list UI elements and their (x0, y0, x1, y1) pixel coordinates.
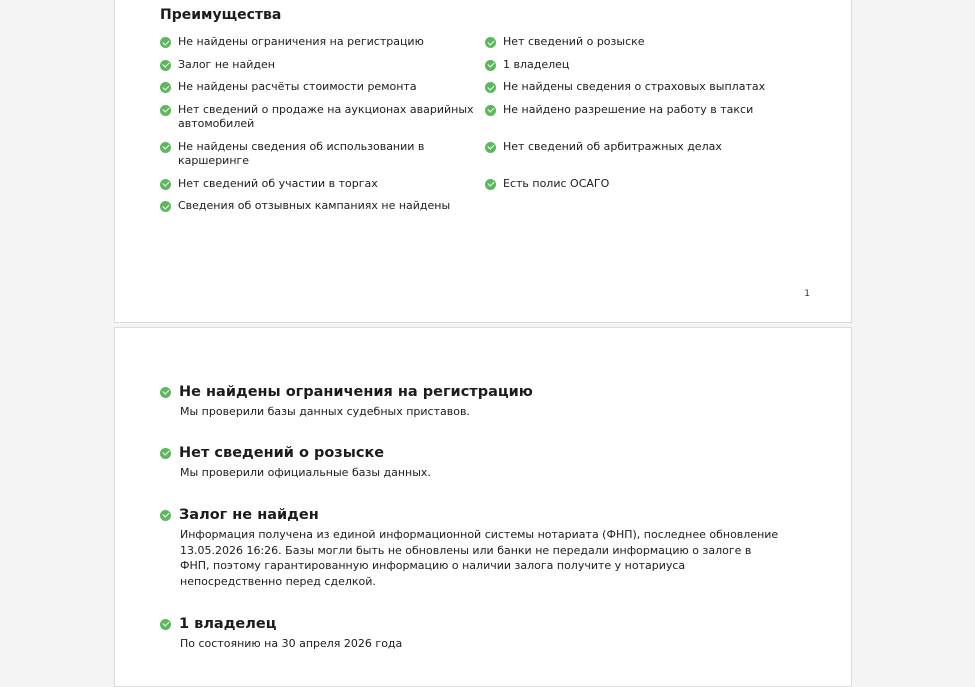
detail-title: 1 владелец (179, 616, 277, 632)
check-circle-icon (160, 510, 171, 521)
detail-header (160, 507, 780, 523)
item-label: Есть полис ОСАГО (503, 176, 610, 190)
list-item (485, 177, 780, 192)
detail-header (160, 445, 780, 461)
item-label: Нет сведений об участии в торгах (178, 176, 378, 190)
item-label: Не найдено разрешение на работу в такси (503, 102, 754, 116)
detail-section (160, 616, 780, 652)
check-circle-icon (485, 37, 496, 48)
list-item (160, 58, 485, 73)
check-circle-icon (160, 619, 171, 630)
item-label: Не найдены сведения об использовании в каршеринге (178, 139, 425, 167)
detail-text: По состоянию на 30 апреля 2026 года (180, 637, 403, 650)
detail-text: Мы проверили базы данных судебных приставов. (180, 405, 470, 418)
report-page-1 (114, 0, 852, 323)
detail-section (160, 445, 780, 481)
list-item (485, 80, 780, 95)
detail-title: Не найдены ограничения на регистрацию (179, 384, 533, 400)
detail-title: Залог не найден (179, 507, 319, 523)
detail-text: Информация получена из единой информационной системы нотариата (ФНП), последнее обновление 13.05.2026 16:26. Базы могли быть не обновлены или банки не передали информацию о залоге в ФНП, поэтому гарантированную информацию о наличии залога получите у нотариуса непосредственно перед сделкой. (180, 528, 779, 588)
page-number: 1 (804, 289, 810, 299)
check-circle-icon (160, 105, 171, 116)
check-circle-icon (160, 60, 171, 71)
item-label: Не найдены сведения о страховых выплатах (503, 80, 766, 93)
list-item (160, 103, 485, 132)
check-circle-icon (485, 105, 496, 116)
check-circle-icon (485, 179, 496, 190)
item-label: Залог не найден (178, 57, 275, 71)
list-item (485, 140, 780, 169)
list-item (485, 35, 780, 50)
check-circle-icon (485, 142, 496, 153)
detail-header (160, 616, 780, 632)
report-page-2 (114, 327, 852, 687)
item-label: Не найдены расчёты стоимости ремонта (178, 80, 417, 93)
check-circle-icon (485, 82, 496, 93)
check-circle-icon (160, 37, 171, 48)
check-circle-icon (485, 60, 496, 71)
list-item (160, 177, 485, 192)
check-circle-icon (160, 387, 171, 398)
list-item (160, 35, 485, 50)
check-circle-icon (160, 82, 171, 93)
list-item (160, 140, 485, 169)
detail-section (160, 507, 780, 589)
check-circle-icon (160, 201, 171, 212)
detail-title: Нет сведений о розыске (179, 445, 385, 461)
item-label: Нет сведений об арбитражных делах (503, 139, 722, 153)
detail-text: Мы проверили официальные базы данных. (180, 466, 431, 479)
list-item (160, 199, 485, 214)
item-label: Нет сведений о розыске (503, 35, 645, 48)
check-circle-icon (160, 448, 171, 459)
advantages-list (160, 35, 780, 214)
detail-section (160, 384, 780, 420)
item-label: Нет сведений о продаже на аукционах аварийных автомобилей (178, 102, 474, 130)
list-item (485, 103, 780, 132)
list-item (485, 58, 780, 73)
advantages-title: Преимущества (160, 7, 282, 23)
item-label: Сведения об отзывных кампаниях не найдены (178, 199, 451, 212)
item-label: Не найдены ограничения на регистрацию (178, 35, 424, 48)
check-circle-icon (160, 179, 171, 190)
check-circle-icon (160, 142, 171, 153)
list-item (160, 80, 485, 95)
item-label: 1 владелец (503, 57, 570, 71)
detail-header (160, 384, 780, 400)
